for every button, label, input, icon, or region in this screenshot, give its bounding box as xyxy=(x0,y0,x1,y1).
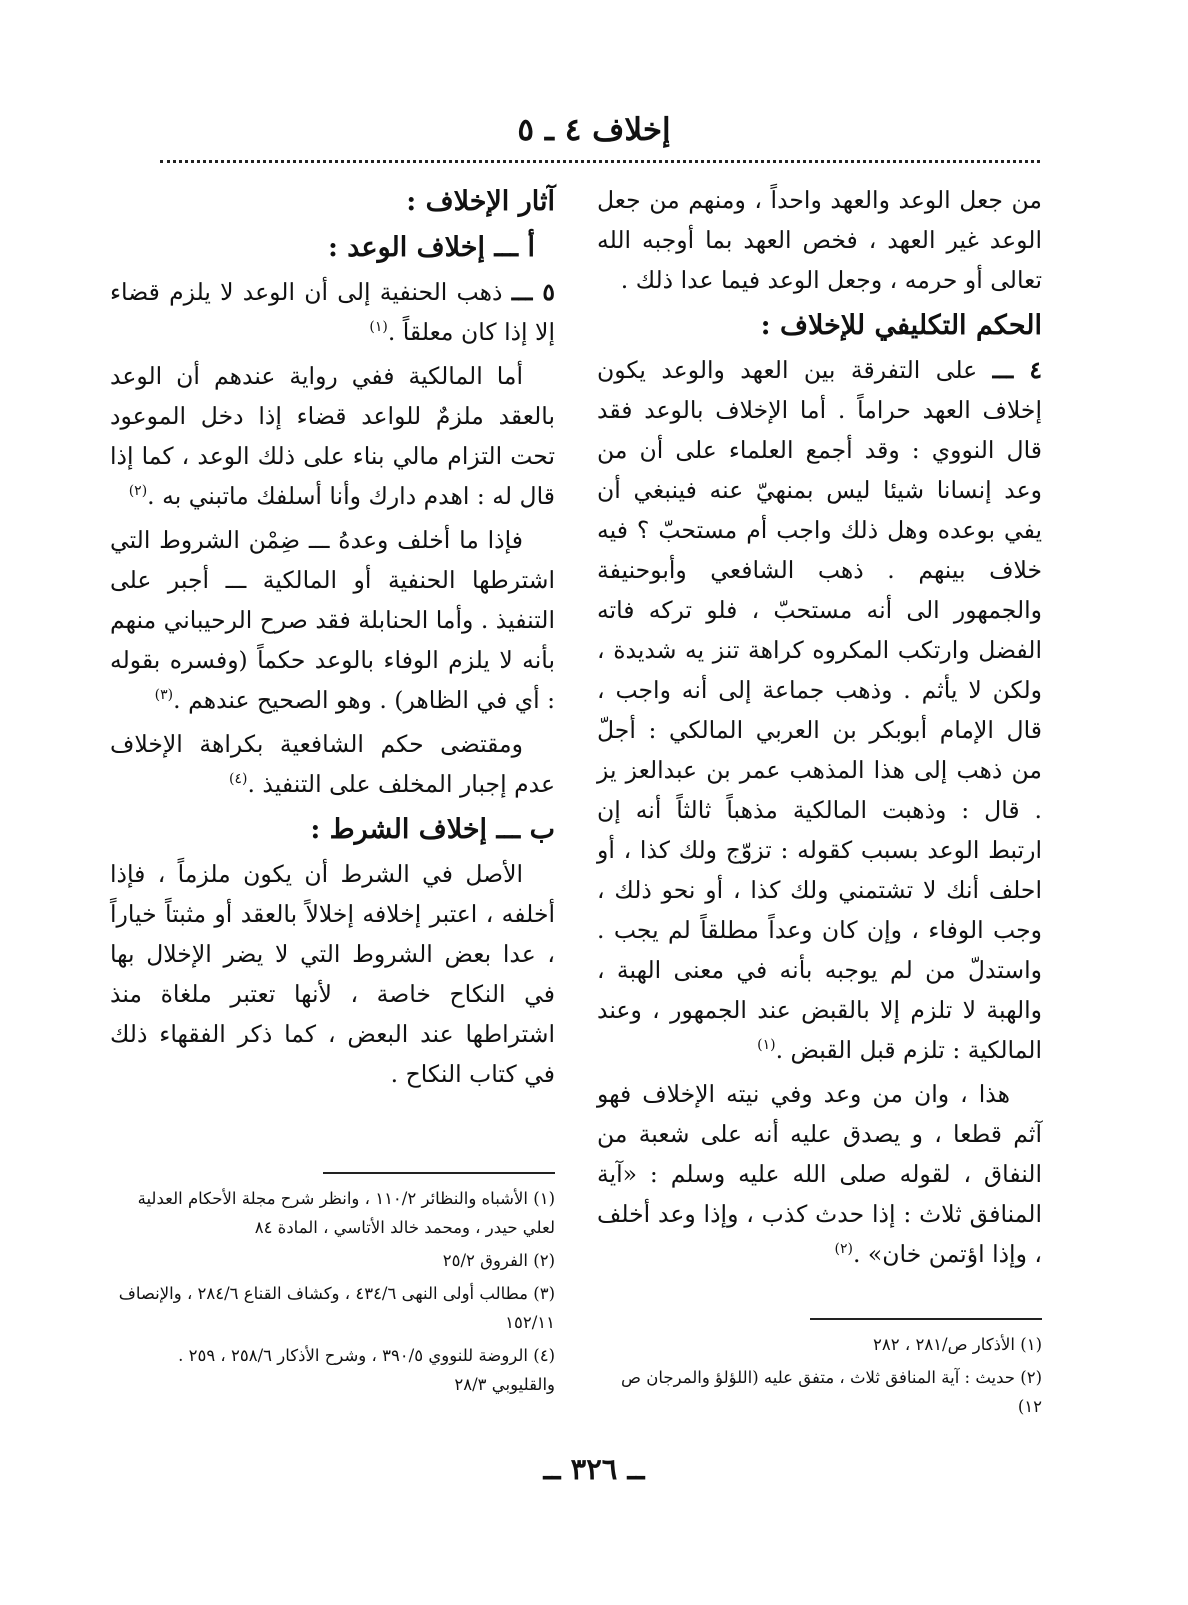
footnote: (٣) مطالب أولى النهى ٤٣٤/٦ ، وكشاف القناع ٢٨٤/٦ ، والإنصاف ١٥٢/١١ xyxy=(118,1284,555,1332)
paragraph-text: هذا ، وان من وعد وفي نيته الإخلاف فهو آثم قطعا ، و يصدق عليه أنه على شعبة من النفاق ، لقوله صلى الله عليه وسلم : «آية المنافق ثلاث : إذا حدث كذب ، وإذا وعد أخلف ، وإذا اؤتمن خان» . xyxy=(597,1080,1042,1268)
footnote-ref: (١) xyxy=(369,319,388,336)
footnote-ref: (٤) xyxy=(229,771,248,788)
paragraph-text: ذهب الحنفية إلى أن الوعد لا يلزم قضاء إلا إذا كان معلقاً . xyxy=(110,278,555,346)
footnote-ref: (٢) xyxy=(834,1241,853,1258)
section-heading: الحكم التكليفي للإخلاف : xyxy=(760,310,1042,341)
page-number: ــ ٣٢٦ ــ xyxy=(543,1452,645,1486)
footnote-ref: (١) xyxy=(757,1037,776,1054)
section-heading: آثار الإخلاف : xyxy=(406,186,555,217)
subsection-heading: ب ـــ إخلاف الشرط : xyxy=(310,814,555,845)
paragraph xyxy=(110,520,555,720)
paragraph: من جعل الوعد والعهد واحداً ، ومنهم من جعل الوعد غير العهد ، فخص العهد بما أوجبه الله تعالى أو حرمه ، وجعل الوعد فيما عدا ذلك . xyxy=(597,186,1042,294)
paragraph xyxy=(110,272,555,352)
paragraph-number: ٤ ـــ xyxy=(992,356,1042,384)
running-header: إخلاف ٤ ـ ٥ xyxy=(517,112,671,148)
paragraph-text: فإذا ما أخلف وعدهُ ـــ ضِمْن الشروط التي اشترطها الحنفية أو المالكية ـــ أجبر على التنفيذ . وأما الحنابلة فقد صرح الرحيباني منهم بأنه لا يلزم الوفاء بالوعد حكماً (وفسره بقوله : أي في الظاهر) . وهو الصحيح عندهم . xyxy=(110,526,555,714)
footnote-rule xyxy=(323,1172,555,1174)
footnotes-right xyxy=(597,1330,1042,1425)
subsection-heading: أ ـــ إخلاف الوعد : xyxy=(327,232,535,263)
paragraph-number: ٥ ـــ xyxy=(511,278,555,306)
footnote: (٤) الروضة للنووي ٣٩٠/٥ ، وشرح الأذكار ٢٥٨/٦ ، ٢٥٩ . والقليوبي ٢٨/٣ xyxy=(178,1346,555,1394)
footnote: (٢) الفروق ٢٥/٢ xyxy=(442,1251,555,1270)
paragraph: الأصل في الشرط أن يكون ملزماً ، فإذا أخلفه ، اعتبر إخلافه إخلالاً بالعقد أو مثبتاً خياراً ، عدا بعض الشروط التي لا يضر الإخلال بها في النكاح خاصة ، لأنها تعتبر ملغاة منذ اشتراطها عند البعض ، كما ذكر الفقهاء ذلك في كتاب النكاح . xyxy=(110,860,555,1088)
left-column xyxy=(110,180,555,1098)
header-dotted-divider xyxy=(160,160,1040,163)
footnote-ref: (٢) xyxy=(128,483,148,500)
paragraph xyxy=(110,724,555,804)
footnote: (١) الأشباه والنظائر ١١٠/٢ ، وانظر شرح مجلة الأحكام العدلية لعلي حيدر ، ومحمد خالد الأتاسي ، المادة ٨٤ xyxy=(137,1189,555,1237)
footnote: (١) الأذكار ص/٢٨١ ، ٢٨٢ xyxy=(873,1335,1042,1354)
paragraph-text: ومقتضى حكم الشافعية بكراهة الإخلاف عدم إجبار المخلف على التنفيذ . xyxy=(110,730,555,798)
footnote-ref: (٣) xyxy=(154,687,174,704)
footnotes-left xyxy=(110,1184,555,1403)
footnote: (٢) حديث : آية المنافق ثلاث ، متفق عليه (اللؤلؤ والمرجان ص ١٢) xyxy=(621,1368,1042,1416)
footnote-rule xyxy=(810,1318,1042,1320)
paragraph-text: أما المالكية ففي رواية عندهم أن الوعد بالعقد ملزمٌ للواعد قضاء إذا دخل الموعود تحت التزام مالي بناء على ذلك الوعد ، كما إذا قال له : اهدم دارك وأنا أسلفك ماتبني به . xyxy=(110,362,555,510)
paragraph xyxy=(110,356,555,516)
paragraph xyxy=(597,1074,1042,1274)
right-column xyxy=(597,180,1042,1278)
paragraph-text: على التفرقة بين العهد والوعد يكون إخلاف العهد حراماً . أما الإخلاف بالوعد فقد قال النووي : وقد أجمع العلماء على أن من وعد إنسانا شيئا ليس بمنهيّ عنه فينبغي أن يفي بوعده وهل ذلك واجب أم مستحبّ ؟ فيه خلاف بينهم . ذهب الشافعي وأبوحنيفة والجمهور الى أنه مستحبّ ، فلو تركه فاته الفضل وارتكب المكروه كراهة تنز يه شديدة ، ولكن لا يأثم . وذهب جماعة إلى أنه واجب ، قال الإمام أبوبكر بن العربي المالكي : أجلّ من ذهب إلى هذا المذهب عمر بن عبدالعز يز . قال : وذهبت المالكية مذهباً ثالثاً أنه إن ارتبط الوعد بسبب كقوله : تزوّج ولك كذا ، أو احلف أنك لا تشتمني ولك كذا ، أو نحو ذلك ، وجب الوفاء ، وإن كان وعداً مطلقاً لم يجب . واستدلّ من لم يوجبه بأنه في معنى الهبة ، والهبة لا تلزم إلا بالقبض عند الجمهور ، وعند المالكية : تلزم قبل القبض . xyxy=(597,356,1042,1064)
paragraph xyxy=(597,350,1042,1070)
